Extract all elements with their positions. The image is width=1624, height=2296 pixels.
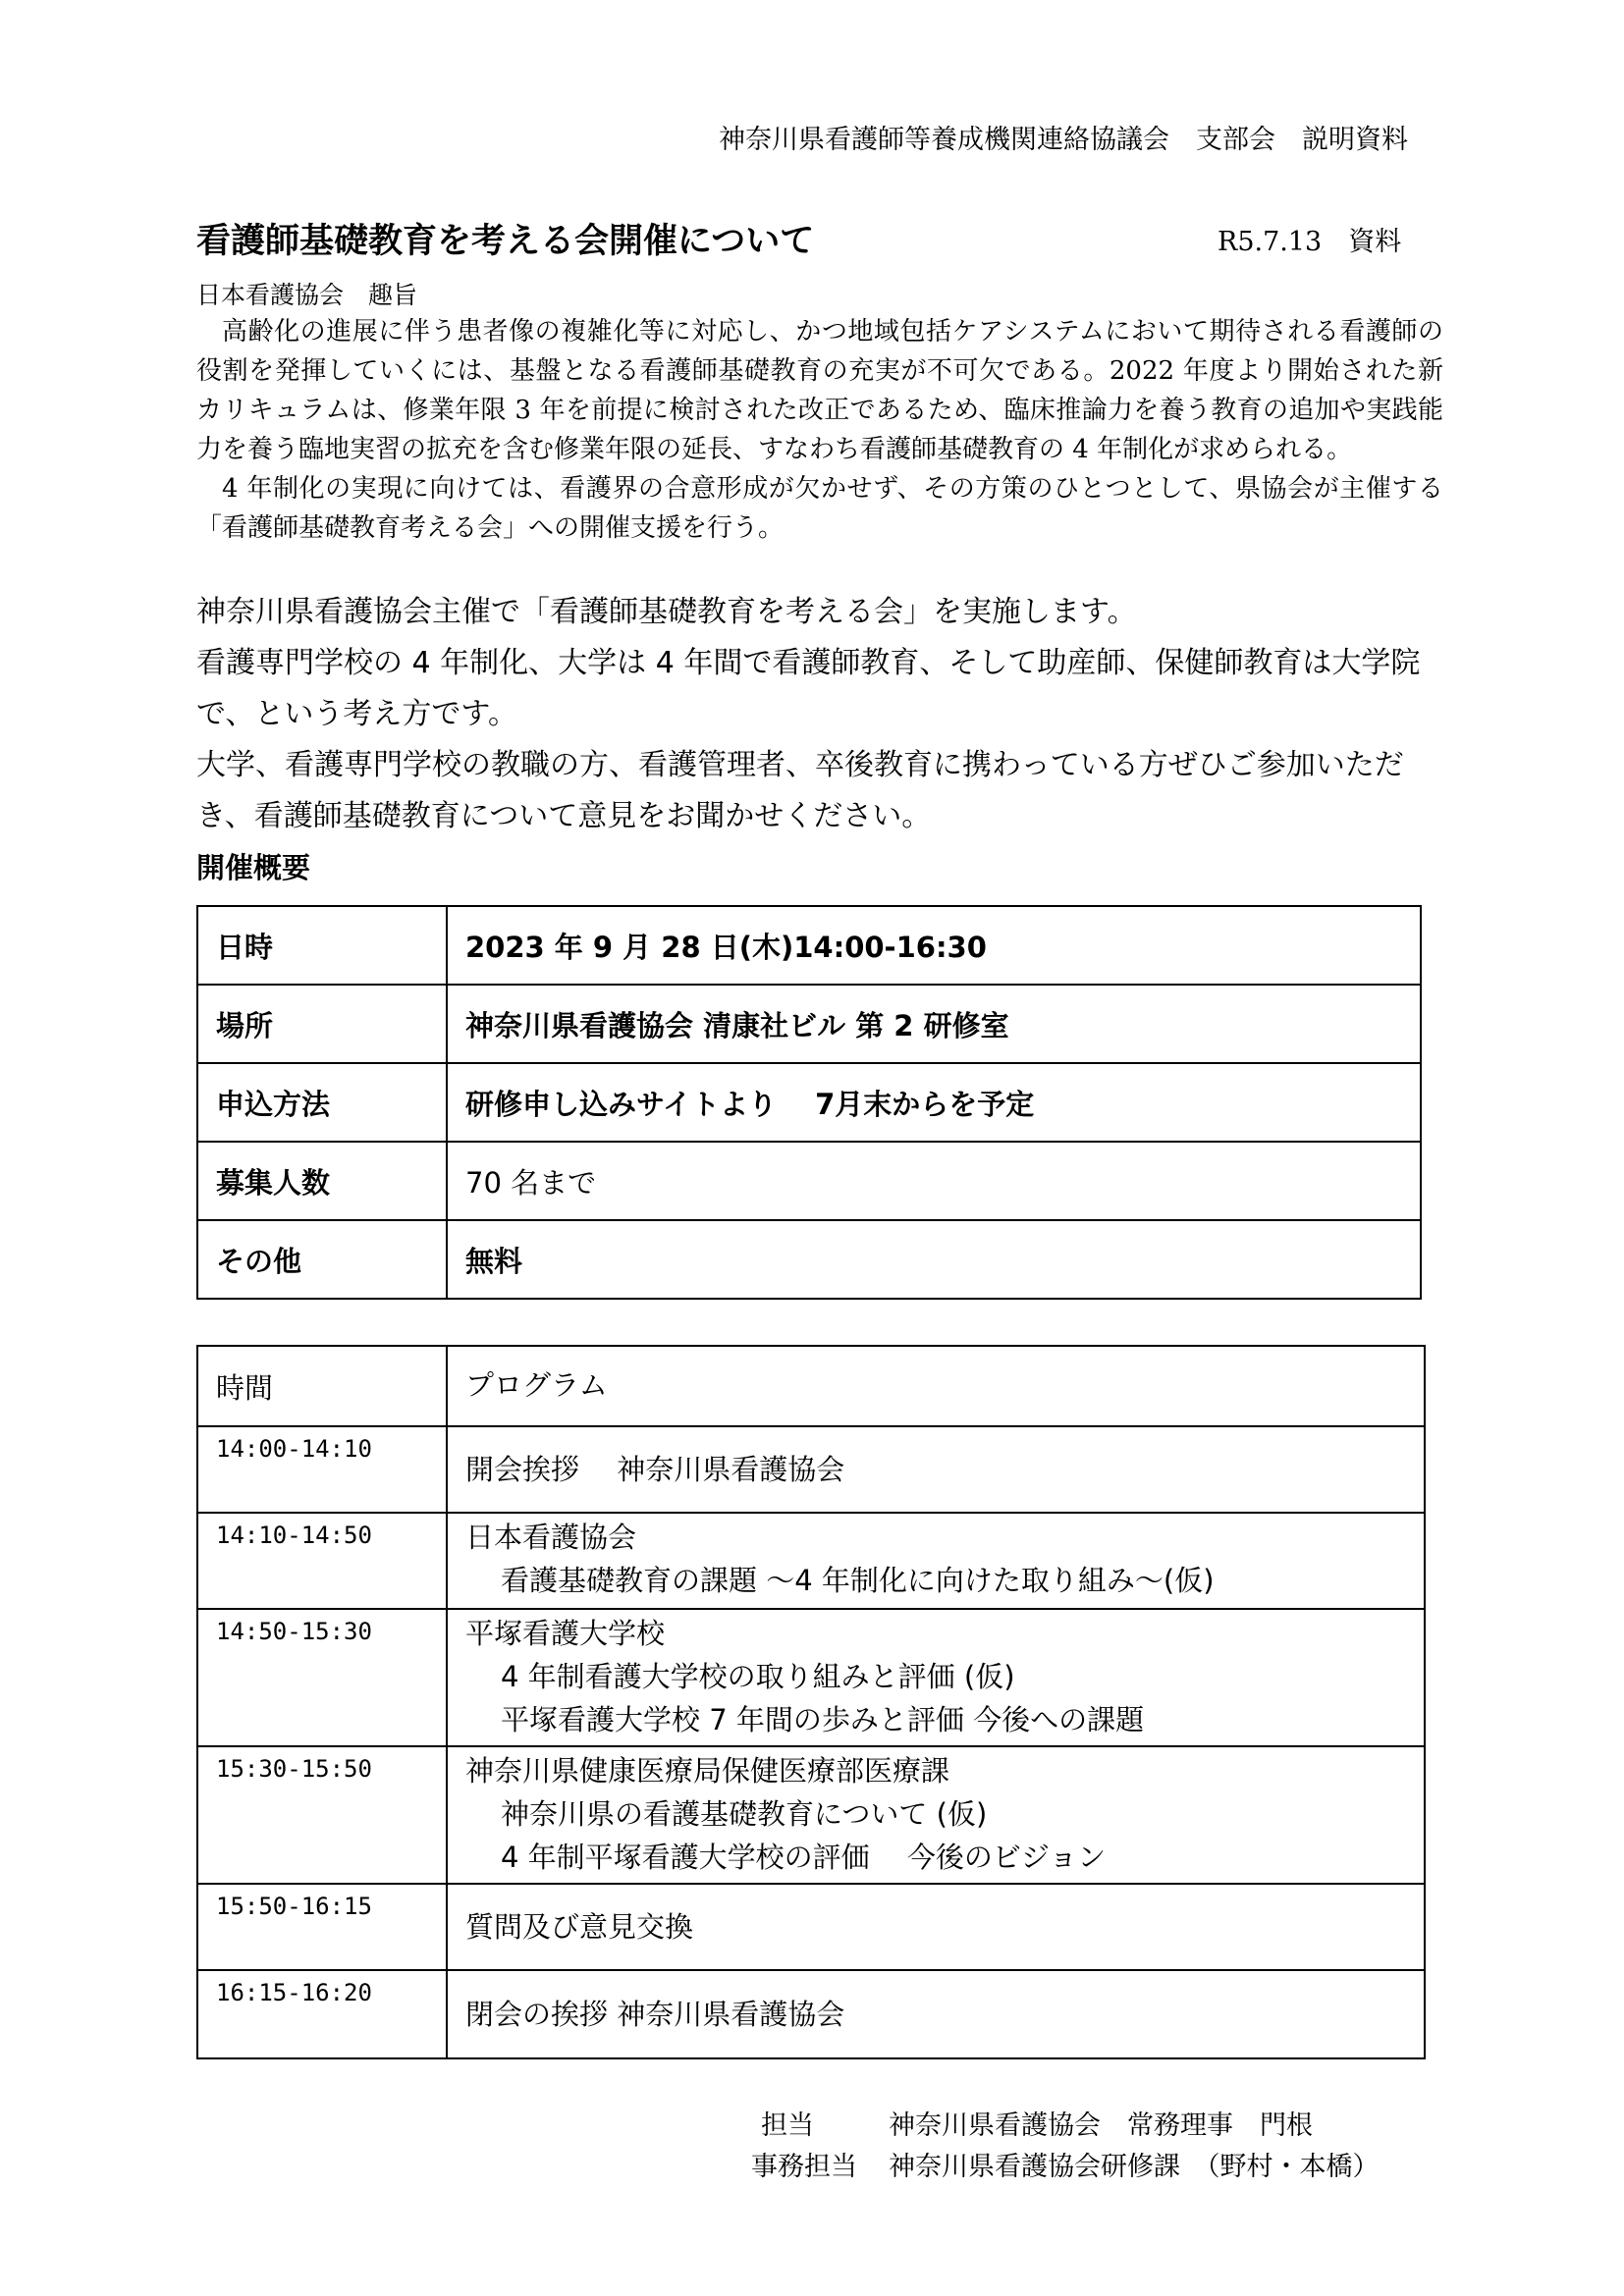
program-item — [447, 1884, 1425, 1970]
office-contact — [751, 2145, 1380, 2183]
summary-value: 70 名まで — [447, 1142, 1421, 1220]
program-title: 開会挨拶 神奈川県看護協会 — [465, 1453, 845, 1486]
contact-person — [761, 2104, 1313, 2142]
lead-paragraph: 神奈川県看護協会主催で「看護師基礎教育を考える会」を実施します。 — [196, 595, 1137, 629]
column-header-program: プログラム — [447, 1346, 1425, 1426]
contact-value: 神奈川県看護協会 常務理事 門根 — [889, 2110, 1313, 2141]
table-row — [197, 1884, 1425, 1970]
summary-key: 申込方法 — [197, 1063, 447, 1142]
summary-heading: 開催概要 — [196, 851, 311, 884]
intro-paragraph: 4 年制化の実現に向けては、看護界の合意形成が欠かせず、その方策のひとつとして、県協会が主催する「看護師基礎教育考える会」への開催支援を行う。 — [196, 474, 1443, 543]
program-subtitle: 4 年制平塚看護大学校の評価 今後のビジョン — [501, 1841, 1107, 1874]
summary-value: 2023 年 9 月 28 日(木)14:00-16:30 — [447, 906, 1421, 985]
table-row — [197, 1609, 1425, 1746]
contact-label: 事務担当 — [751, 2152, 857, 2182]
program-time: 15:50-16:15 — [197, 1884, 447, 1970]
program-subtitle: 平塚看護大学校 7 年間の歩みと評価 今後への課題 — [501, 1703, 1145, 1736]
lead-paragraph: 大学、看護専門学校の教職の方、看護管理者、卒後教育に携わっている方ぜひご参加いただき、看護師基礎教育について意見をお聞かせください。 — [196, 748, 1404, 833]
program-time: 15:30-15:50 — [197, 1746, 447, 1884]
table-row — [197, 1746, 1425, 1884]
table-row — [197, 1970, 1425, 2058]
summary-key: 日時 — [197, 906, 447, 985]
intro-heading: 日本看護協会 趣旨 — [196, 281, 418, 309]
program-time: 14:10-14:50 — [197, 1513, 447, 1609]
contact-label: 担当 — [761, 2110, 814, 2141]
program-title: 平塚看護大学校 — [465, 1617, 666, 1650]
table-row — [197, 1063, 1421, 1142]
document-date: R5.7.13 資料 — [1218, 227, 1402, 257]
program-item — [447, 1746, 1425, 1884]
program-title: 日本看護協会 — [465, 1521, 637, 1554]
intro-body — [196, 312, 1443, 548]
program-subtitle: 看護基礎教育の課題 ～4 年制化に向けた取り組み～(仮) — [501, 1564, 1215, 1597]
program-item — [447, 1970, 1425, 2058]
summary-table — [196, 905, 1422, 1300]
program-time: 14:50-15:30 — [197, 1609, 447, 1746]
program-title: 閉会の挨拶 神奈川県看護協会 — [465, 1998, 845, 2031]
summary-key: 募集人数 — [197, 1142, 447, 1220]
lead-paragraph: 看護専門学校の 4 年制化、大学は 4 年間で看護師教育、そして助産師、保健師教育は大学院で、という考え方です。 — [196, 646, 1421, 731]
program-item — [447, 1513, 1425, 1609]
program-item — [447, 1426, 1425, 1513]
table-row — [197, 1426, 1425, 1513]
table-row — [197, 906, 1421, 985]
summary-value: 研修申し込みサイトより 7月末からを予定 — [447, 1063, 1421, 1142]
program-time: 16:15-16:20 — [197, 1970, 447, 2058]
table-header-row — [197, 1346, 1425, 1426]
table-row — [197, 1142, 1421, 1220]
summary-value: 無料 — [447, 1220, 1421, 1299]
header-note: 神奈川県看護師等養成機関連絡協議会 支部会 説明資料 — [719, 125, 1408, 155]
page-title: 看護師基礎教育を考える会開催について — [196, 222, 815, 261]
program-subtitle: 4 年制看護大学校の取り組みと評価 (仮) — [501, 1660, 1015, 1693]
program-time: 14:00-14:10 — [197, 1426, 447, 1513]
intro-paragraph: 高齢化の進展に伴う患者像の複雑化等に対応し、かつ地域包括ケアシステムにおいて期待される看護師の役割を発揮していくには、基盤となる看護師基礎教育の充実が不可欠である。2022 年度より開始された新カリキュラムは、修業年限 3 年を前提に検討された改正であるため、臨床推論力を養う教育の追加や実践能力を養う臨地実習の拡充を含む修業年限の延長、すなわち看護師基礎教育の 4 年制化が求められる。 — [196, 317, 1443, 464]
program-subtitle: 神奈川県の看護基礎教育について (仮) — [501, 1797, 988, 1831]
summary-key: 場所 — [197, 985, 447, 1063]
lead-text — [196, 587, 1451, 842]
program-item — [447, 1609, 1425, 1746]
summary-key: その他 — [197, 1220, 447, 1299]
table-row — [197, 1220, 1421, 1299]
contact-value: 神奈川県看護協会研修課 （野村・本橋） — [889, 2152, 1380, 2182]
program-title: 質問及び意見交換 — [465, 1910, 694, 1944]
summary-value: 神奈川県看護協会 清康社ビル 第 2 研修室 — [447, 985, 1421, 1063]
table-row — [197, 1513, 1425, 1609]
column-header-time: 時間 — [197, 1346, 447, 1426]
program-title: 神奈川県健康医療局保健医療部医療課 — [465, 1754, 950, 1788]
program-table — [196, 1345, 1426, 2059]
table-row — [197, 985, 1421, 1063]
